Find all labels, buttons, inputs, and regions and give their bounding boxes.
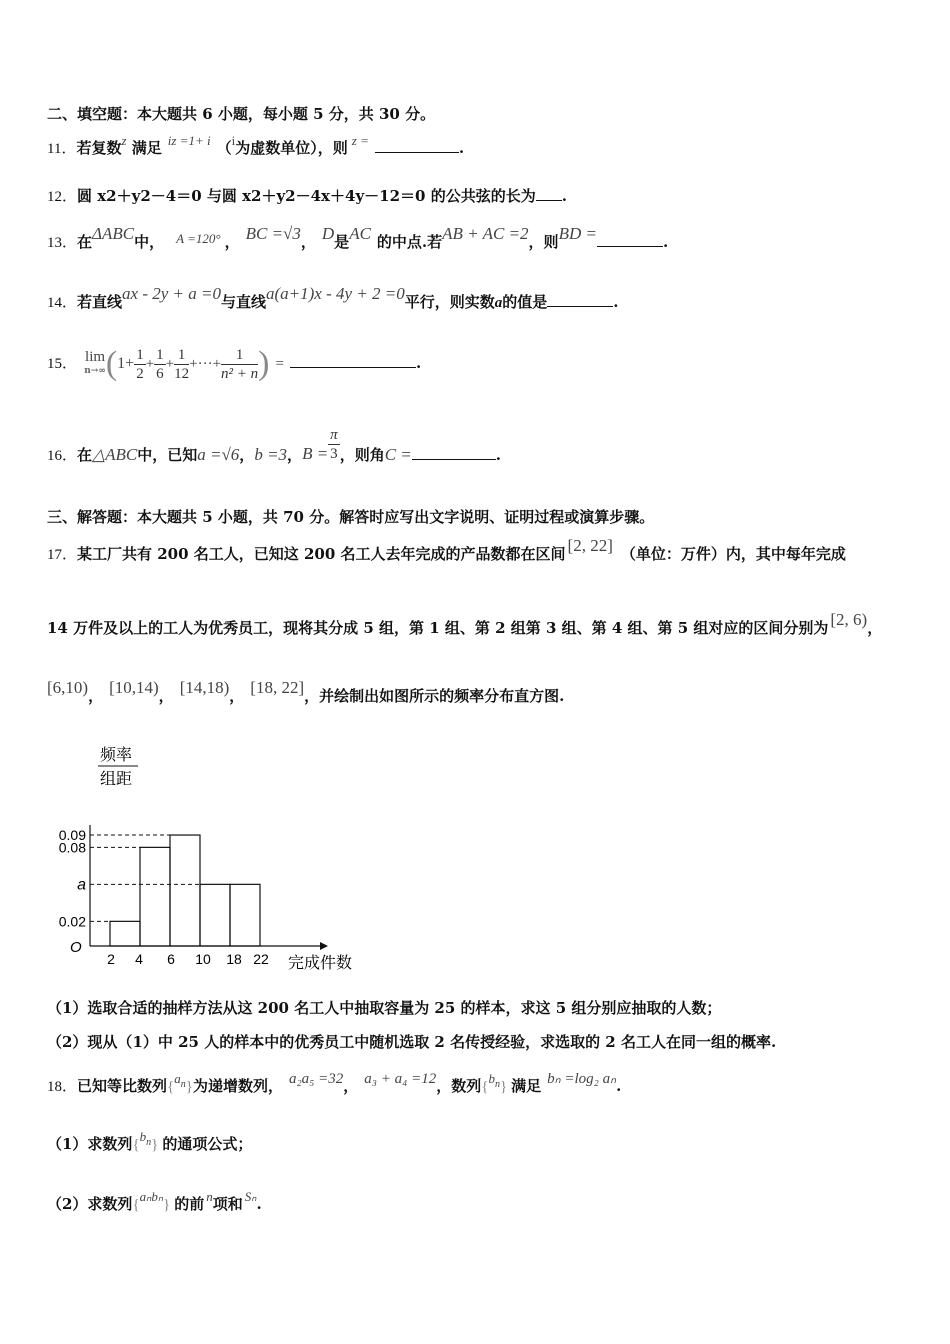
question-15 <box>47 340 421 390</box>
q17-interval-4: [14,18) <box>179 678 230 697</box>
q18-part2-text: 的前 <box>174 1195 205 1213</box>
q15-lim-text: lim <box>85 349 106 365</box>
q15-frac-1-den: 2 <box>136 365 144 382</box>
q18-part1: （1）求数列$\{b^n\}$ 的通项公式； <box>47 1129 253 1153</box>
q12-number: 12． <box>47 189 78 205</box>
q16-triangle: △ABC <box>92 445 138 464</box>
q15-number: 15． <box>47 356 78 372</box>
q18-part1-seq-b: b <box>139 1129 147 1144</box>
q18-brace-open: { <box>167 1079 175 1095</box>
x-tick-label: 4 <box>135 951 143 967</box>
q14-line2: a(a+1)x - 4y + 2 =0 <box>266 284 405 303</box>
q18-text: ，数列 <box>436 1077 482 1095</box>
q15-frac-4-num: 1 <box>221 346 258 365</box>
x-tick-label: 2 <box>107 951 115 967</box>
section2-header: 二、填空题：本大题共 6 小题，每小题 5 分，共 30 分。 <box>47 105 436 123</box>
q16-b: b =3 <box>254 445 288 464</box>
q13-text: 的中点.若 <box>376 233 443 251</box>
q11-end: . <box>458 139 465 157</box>
q17-part1: （1）选取合适的抽样方法从这 200 名工人中抽取容量为 25 的样本，求这 5 组分别应抽取的人数； <box>47 999 722 1017</box>
q15-frac-2 <box>154 346 166 383</box>
q14-text: 与直线 <box>220 293 266 311</box>
q17-sep: ， <box>158 687 174 705</box>
histogram-bar <box>200 884 230 946</box>
q11-var-i: i <box>231 133 236 148</box>
q16-text: ， <box>287 446 303 464</box>
question-17-line3 <box>47 678 565 706</box>
question-17-line2 <box>47 610 883 638</box>
question-11 <box>47 133 465 159</box>
q13-sum: AB + AC =2 <box>442 224 529 243</box>
q16-pi-frac <box>328 426 340 463</box>
q18-eq2: a₃ + a₄ =12 <box>364 1071 437 1087</box>
q17-number: 17． <box>47 547 78 563</box>
q17-interval-5: [18, 22] <box>250 678 305 697</box>
q17-text: ，并绘制出如图所示的频率分布直方图. <box>304 687 565 705</box>
histogram-bar <box>230 884 260 946</box>
q18-brace-close: } <box>185 1079 193 1095</box>
y-axis-label-top: 频率 <box>100 747 133 764</box>
q11-answer-blank <box>375 138 459 153</box>
q17-sep: ， <box>229 687 245 705</box>
q16-a: a =√6 <box>197 445 240 464</box>
q15-answer-blank <box>290 353 416 368</box>
q13-end: . <box>662 233 669 251</box>
q16-text: ，则角 <box>339 446 385 464</box>
question-17-line1 <box>47 536 846 565</box>
q14-end: . <box>613 293 619 311</box>
q13-text: 中， <box>134 233 165 251</box>
q11-number: 11． <box>47 141 77 157</box>
q18-end: . <box>616 1077 622 1095</box>
q11-z-equals: z = <box>351 133 369 148</box>
q15-limit <box>84 350 106 378</box>
q13-angle: A =120° <box>176 231 221 246</box>
q18-part2-text: 项和 <box>212 1195 243 1213</box>
q18-brace-close-b: } <box>499 1079 508 1095</box>
q13-text: ， <box>224 233 240 251</box>
q17-text: 某工厂共有 200 名工人，已知这 200 名工人去年完成的产品数都在区间 <box>77 545 566 563</box>
q15-frac-4 <box>221 346 258 383</box>
q15-frac-2-den: 6 <box>156 365 164 382</box>
q16-answer-blank <box>412 445 496 460</box>
q16-pi: π <box>330 427 338 443</box>
q15-frac-4-den: n² + n <box>221 365 259 382</box>
q17-interval-3: [10,14) <box>109 678 159 697</box>
q18-text: ， <box>343 1077 359 1095</box>
q14-answer-blank <box>547 292 613 307</box>
histogram-bar <box>140 847 170 946</box>
q15-one: 1+ <box>117 355 135 372</box>
q15-left-paren: ( <box>105 345 118 382</box>
question-18: 18．已知等比数列$\{a^n\}$为递增数列， a₂a₅ =32， a₃ + a₄ =12，数列$\{b^n\}$ 满足 bₙ =log₂ aₙ. <box>47 1071 622 1095</box>
q18-text: 为递增数列， <box>192 1077 283 1095</box>
q17-interval-1: [2, 6) <box>830 610 868 629</box>
q12-text: 圆 x2＋y2－4＝0 与圆 x2＋y2－4x＋4y－12＝0 的公共弦的长为 <box>77 187 536 205</box>
histogram-bar <box>110 921 140 946</box>
q15-equals: = <box>275 356 284 372</box>
q18-seq-b: b <box>488 1071 495 1086</box>
q14-text: 若直线 <box>77 293 123 311</box>
q16-angle-b <box>302 426 340 463</box>
y-tick-label: 0.09 <box>58 827 86 844</box>
q16-c: C = <box>384 445 412 464</box>
question-12 <box>47 186 567 207</box>
q14-var-a: a <box>494 295 503 311</box>
x-tick-label: 18 <box>226 951 242 967</box>
y-tick-label: 0.02 <box>58 913 86 930</box>
y-axis-label-bottom: 组距 <box>100 771 133 788</box>
q16-end: . <box>495 446 501 464</box>
q16-number: 16． <box>47 448 78 464</box>
q11-text: 为虚数单位），则 <box>235 139 348 157</box>
q18-text: 已知等比数列 <box>77 1077 168 1095</box>
q13-number: 13． <box>47 235 78 251</box>
x-axis-arrow <box>320 942 328 950</box>
x-tick-label: 6 <box>167 951 175 967</box>
q16-text: 中，已知 <box>137 446 198 464</box>
q17-part2: （2）现从（1）中 25 人的样本中的优秀员工中随机选取 2 名传授经验，求选取的 2 名工人在同一组的概率. <box>47 1033 777 1051</box>
question-13 <box>47 224 669 253</box>
q17-sep: ， <box>88 687 104 705</box>
frequency-histogram <box>50 740 380 980</box>
q11-text: 若复数 <box>76 139 122 157</box>
q13-point-d: D <box>321 224 335 243</box>
q14-text: 平行，则实数 <box>404 293 495 311</box>
q11-equation: iz =1+ i <box>167 133 211 148</box>
q15-lim-sub: n→∞ <box>84 366 106 376</box>
q12-end: . <box>561 187 567 205</box>
q18-part2-sum: Sₙ <box>244 1189 257 1204</box>
section3-header: 三、解答题：本大题共 5 小题，共 70 分。解答时应写出文字说明、证明过程或演算步骤。 <box>47 508 655 526</box>
q18-text: 满足 <box>511 1077 542 1095</box>
q14-line1: ax - 2y + a =0 <box>122 284 221 303</box>
q11-text: （ <box>216 139 232 157</box>
q17-text: （单位：万件）内，其中每年完成 <box>620 545 846 563</box>
q17-text: 14 万件及以上的工人为优秀员工，现将其分成 5 组，第 1 组、第 2 组第 3 组、第 4 组、第 5 组对应的区间分别为 <box>47 619 829 637</box>
q18-part2: （2）求数列{aₙbₙ} 的前 n项和 Sₙ. <box>47 1189 262 1213</box>
q16-b-label: B = <box>302 443 329 463</box>
q16-text: 在 <box>77 446 93 464</box>
q13-text: 是 <box>334 233 350 251</box>
q15-frac-3-num: 1 <box>174 346 189 365</box>
q15-dots: +···+ <box>189 356 222 372</box>
q15-right-paren: ) <box>258 345 270 382</box>
q13-text: ，则 <box>528 233 559 251</box>
q15-frac-3-den: 12 <box>174 365 190 382</box>
y-tick-label: 0.08 <box>58 839 86 856</box>
q18-part1-text: 的通项公式； <box>162 1135 253 1153</box>
q18-eq1: a₂a₅ =32 <box>288 1071 344 1087</box>
q13-ac: AC <box>349 224 371 243</box>
q13-bc: BC =√3 <box>245 224 301 243</box>
q12-answer-blank <box>536 186 562 201</box>
q15-plus: + <box>165 356 175 372</box>
q18-eq3: bₙ =log₂ aₙ <box>547 1071 617 1087</box>
q15-frac-1 <box>134 346 146 383</box>
q18-seq-a: a <box>174 1071 181 1086</box>
q14-text: 的值是 <box>502 293 548 311</box>
q18-part2-text: （2）求数列 <box>47 1195 133 1213</box>
q15-frac-2-num: 1 <box>156 346 164 363</box>
q18-part1-text: （1）求数列 <box>47 1135 133 1153</box>
question-16 <box>47 424 501 474</box>
q18-number: 18． <box>47 1079 78 1095</box>
q13-triangle: ΔABC <box>92 224 135 243</box>
q14-number: 14． <box>47 295 78 311</box>
q13-answer-blank <box>597 232 663 247</box>
q17-text: ， <box>867 619 883 637</box>
q15-frac-3 <box>174 346 189 383</box>
x-axis-label: 完成件数 <box>288 955 353 972</box>
q18-part2-n: n <box>206 1189 213 1204</box>
origin-label: O <box>70 939 82 956</box>
q18-part2-end: . <box>256 1195 262 1213</box>
q17-range: [2, 22] <box>567 536 613 555</box>
q18-brace-open-b: { <box>481 1079 489 1095</box>
q16-three: 3 <box>330 446 338 462</box>
q13-bd: BD = <box>558 224 597 243</box>
q15-plus: + <box>145 356 155 372</box>
q18-part2-seq: aₙbₙ <box>139 1189 164 1204</box>
q17-interval-2: [6,10) <box>47 678 89 697</box>
q15-end: . <box>415 354 422 372</box>
histogram-bar <box>170 835 200 946</box>
x-tick-label: 10 <box>195 951 211 967</box>
q13-text: ， <box>300 233 316 251</box>
y-tick-label: a <box>77 876 86 894</box>
q13-text: 在 <box>77 233 93 251</box>
question-14 <box>47 284 619 313</box>
q11-text: 满足 <box>131 139 162 157</box>
q11-var-z: z <box>121 133 127 148</box>
q16-text: ， <box>239 446 255 464</box>
x-tick-label: 22 <box>253 951 269 967</box>
q15-frac-1-num: 1 <box>136 346 144 363</box>
